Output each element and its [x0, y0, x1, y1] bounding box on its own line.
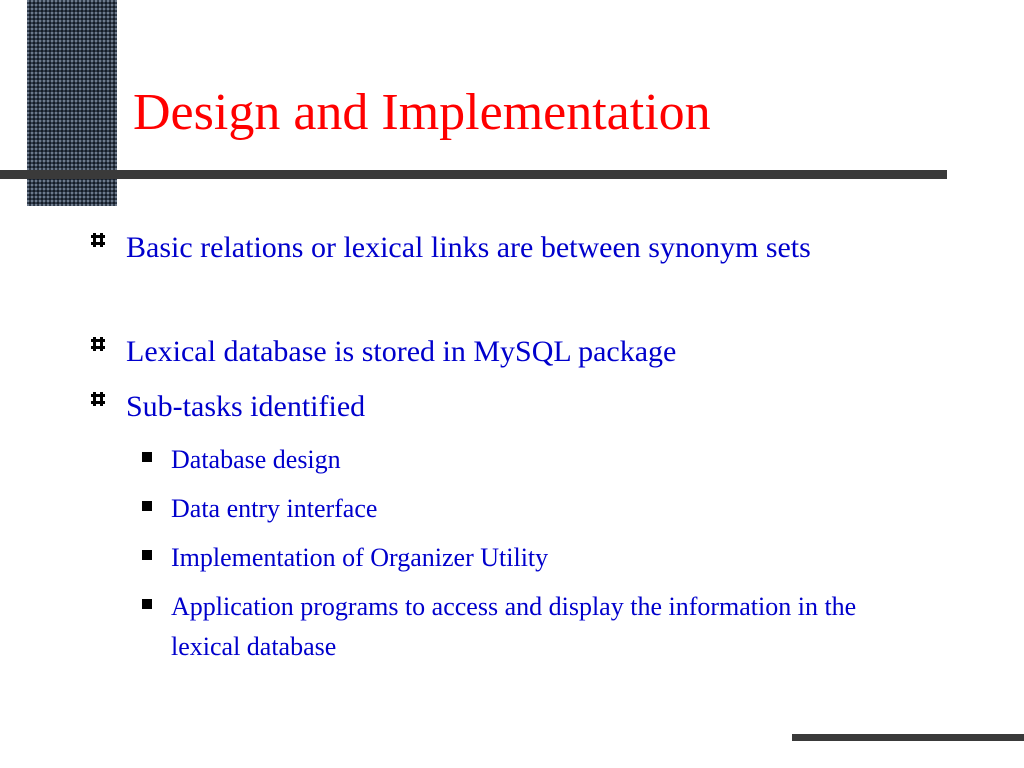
square-bullet-icon: [142, 452, 152, 462]
bullet-text: Sub-tasks identified: [126, 390, 366, 423]
square-bullet-icon: [142, 501, 152, 511]
sub-bullet-text: Application programs to access and display the information in the lexical database: [171, 592, 857, 661]
sub-bullet-text: Data entry interface: [171, 494, 378, 523]
slide-title: Design and Implementation: [133, 84, 711, 141]
sub-bullet-item: [142, 440, 902, 480]
sub-bullet-item: [142, 587, 902, 667]
sub-bullet-item: [142, 489, 902, 529]
bullet-item: [90, 222, 920, 273]
square-bullet-icon: [142, 550, 152, 560]
title-underline-rule: [0, 170, 947, 179]
sub-bullet-text: Database design: [171, 445, 341, 474]
hash-marker-icon: [90, 232, 106, 248]
bullet-item: [90, 326, 920, 377]
sub-bullet-item: [142, 538, 902, 578]
bullet-text: Lexical database is stored in MySQL package: [126, 335, 677, 368]
footer-rule: [792, 734, 1024, 741]
bullet-item: [90, 381, 920, 432]
hash-marker-icon: [90, 391, 106, 407]
square-bullet-icon: [142, 599, 152, 609]
bullet-text: Basic relations or lexical links are between synonym sets: [126, 231, 811, 264]
hash-marker-icon: [90, 336, 106, 352]
sub-bullet-text: Implementation of Organizer Utility: [171, 543, 549, 572]
